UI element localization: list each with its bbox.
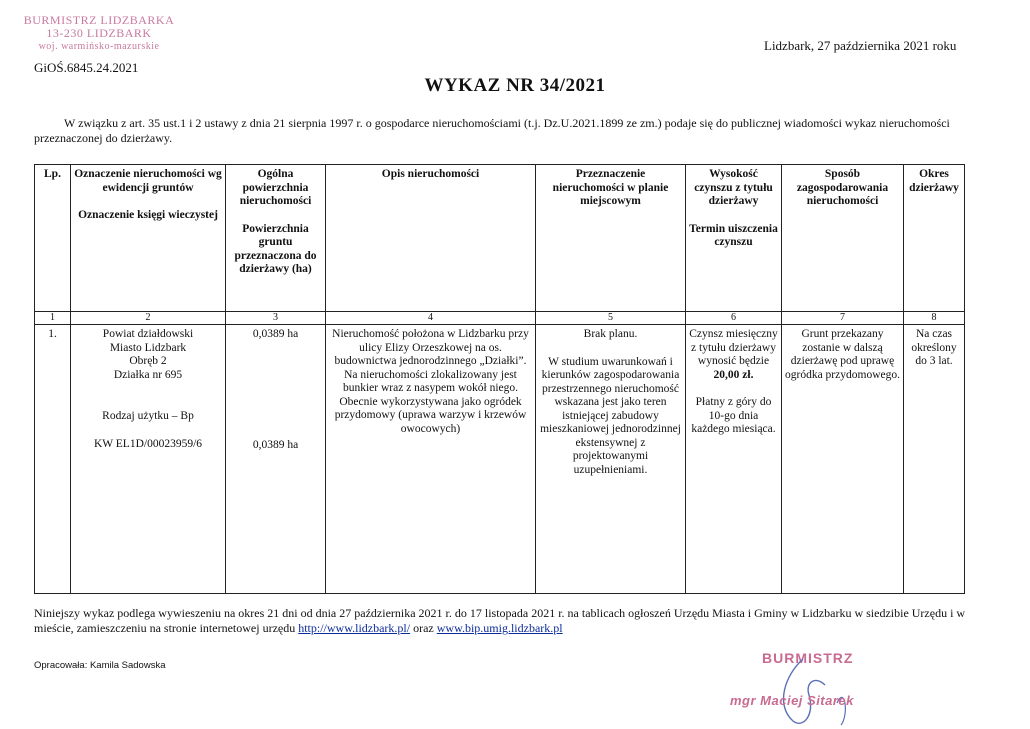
header-col-3 [226, 165, 326, 312]
mayor-stamp-title: BURMISTRZ [762, 650, 854, 666]
handwritten-signature [745, 655, 895, 727]
office-stamp [14, 14, 184, 53]
table-row [35, 325, 965, 594]
column-number: 5 [536, 312, 686, 325]
zoning-plan: Brak planu. [583, 328, 638, 340]
header-col-6b: Termin uiszczenia czynszu [689, 222, 778, 248]
document-title: WYKAZ NR 34/2021 [424, 75, 606, 96]
parcel-number: Działka nr 695 [113, 368, 183, 381]
header-col-3b: Powierzchnia gruntu przeznaczona do dzierżawy (ha) [234, 222, 317, 275]
cell-area [226, 325, 326, 594]
rent-description: Czynsz miesięczny z tytułu dzierżawy wynosić będzie [689, 328, 778, 367]
footer-text: Niniejszy wykaz podlega wywieszeniu na okres 21 dni od dnia 27 października 2021 r. do 17 listopada 2021 r. na tablicach ogłoszeń Urzędu Miasta i Gminy w Lidzbarku w siedzibie Urzędu i w mieście, zamieszczeniu na stronie internetowej urzędu [34, 606, 966, 635]
mayor-name: mgr Maciej Sitarek [730, 693, 854, 708]
header-col-6a: Wysokość czynszu z tytułu dzierżawy [694, 168, 773, 207]
cell-use: Grunt przekazany zostanie w dalszą dzierżawę pod uprawę ogródka przydomowego. [782, 325, 904, 594]
rent-due-date: Płatny z góry do 10-go dnia każdego miesiąca. [691, 396, 776, 435]
cell-rent [686, 325, 782, 594]
column-number: 1 [35, 312, 71, 325]
bip-link[interactable]: www.bip.umig.lidzbark.pl [436, 621, 563, 635]
rent-amount: 20,00 zł. [713, 368, 754, 381]
lease-area: 0,0389 ha [252, 438, 299, 451]
stamp-line-3: woj. warmińsko-mazurskie [38, 41, 160, 52]
cell-parcel [71, 325, 226, 594]
column-number: 4 [326, 312, 536, 325]
total-area: 0,0389 ha [252, 328, 299, 340]
column-numbers-row [35, 312, 965, 325]
property-table [34, 164, 965, 594]
land-use-type: Rodzaj użytku – Bp [102, 410, 194, 422]
author-note: Opracowała: Kamila Sadowska [34, 660, 166, 671]
header-col-7: Sposób zagospodarowania nieruchomości [782, 165, 904, 312]
cell-zoning [536, 325, 686, 594]
header-col-2a: Oznaczenie nieruchomości wg ewidencji gruntów [74, 168, 222, 194]
column-number: 7 [782, 312, 904, 325]
header-col-2 [71, 165, 226, 312]
header-col-3a: Ogólna powierzchnia nieruchomości [239, 168, 312, 207]
footer-joiner: oraz [410, 621, 437, 635]
header-col-6 [686, 165, 782, 312]
land-register-number: KW EL1D/00023959/6 [93, 437, 203, 450]
stamp-line-1: BURMISTRZ LIDZBARKA [23, 13, 175, 27]
cell-lp: 1. [35, 325, 71, 594]
column-number: 6 [686, 312, 782, 325]
intro-paragraph: W związku z art. 35 ust.1 i 2 ustawy z dnia 21 sierpnia 1997 r. o gospodarce nieruchomościami (t.j. Dz.U.2021.1899 ze zm.) podaje się do publicznej wiadomości wykaz nieruchomości przeznaczonej do dzierżawy. [34, 116, 950, 145]
cell-period: Na czas określony do 3 lat. [904, 325, 965, 594]
header-col-2b: Oznaczenie księgi wieczystej [78, 209, 218, 221]
document-date: Lidzbark, 27 października 2021 roku [764, 38, 957, 53]
parcel-county: Powiat działdowski [102, 328, 194, 340]
zoning-study: W studium uwarunkowań i kierunków zagospodarowania przestrzennego nieruchomość wskazana jest jako teren istniejącej zabudowy mieszkaniowej jednorodzinnej ekstensywnej z projektowanymi uzupełnieniami. [540, 355, 681, 476]
header-col-5: Przeznaczenie nieruchomości w planie miejscowym [536, 165, 686, 312]
header-col-4: Opis nieruchomości [326, 165, 536, 312]
website-link[interactable]: http://www.lidzbark.pl/ [298, 621, 411, 635]
reference-number: GiOŚ.6845.24.2021 [34, 60, 139, 75]
column-number: 8 [904, 312, 965, 325]
stamp-line-2: 13-230 LIDZBARK [46, 26, 152, 40]
column-number: 3 [226, 312, 326, 325]
footer-paragraph [34, 606, 994, 636]
parcel-town: Miasto Lidzbark [109, 341, 187, 354]
parcel-precinct: Obręb 2 [129, 355, 167, 367]
column-number: 2 [71, 312, 226, 325]
header-lp: Lp. [35, 165, 71, 312]
cell-description: Nieruchomość położona w Lidzbarku przy ulicy Elizy Orzeszkowej na os. budownictwa jednorodzinnego „Działki”. Na nieruchomości zlokalizowany jest bunkier wraz z nasypem wokół niego. Obecnie wykorzystywana jako ogródek przydomowy (uprawa warzyw i krzewów owocowych) [326, 325, 536, 594]
header-col-8: Okres dzierżawy [904, 165, 965, 312]
